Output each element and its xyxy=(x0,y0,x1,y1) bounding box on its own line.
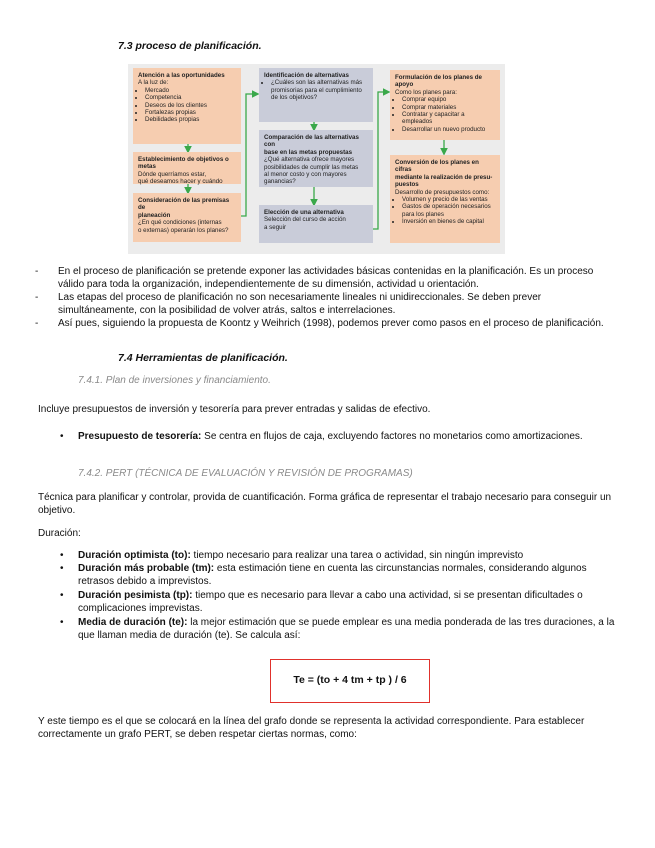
paragraph-final: Y este tiempo es el que se colocará en la línea del grafo donde se representa la actividad correspondiente. Para establecer correctamente un grafo PERT, se deben respetar ciertas normas, como: xyxy=(38,716,585,740)
list-item: • Gastos de operación necesarios para los planes xyxy=(402,203,495,218)
box-line: o externas) operarán los planes? xyxy=(138,226,229,234)
bullet-presupuesto-tesoreria xyxy=(60,430,620,443)
box-line: ¿Qué alternativa ofrece mayores xyxy=(264,156,355,164)
box-list xyxy=(264,79,368,101)
box-title: Identificación de alternativas xyxy=(264,72,349,79)
list-item: • Comprar equipo xyxy=(402,96,495,103)
list-item: • Desarrollar un nuevo producto xyxy=(402,126,495,133)
bullet-text: Se centra en flujos de caja, excluyendo factores no monetarios como amortizaciones. xyxy=(201,431,583,442)
box-title: puestos xyxy=(395,181,419,189)
box-premisas-planeacion xyxy=(133,193,241,242)
box-title: Formulación de los planes de apoyo xyxy=(395,74,482,89)
list-item: • Inversión en bienes de capital xyxy=(402,218,495,225)
box-atencion-oportunidades xyxy=(133,68,241,144)
bullet-duracion-probable xyxy=(60,562,620,588)
section-heading-7-4: 7.4 Herramientas de planificación. xyxy=(118,352,288,364)
bullet-marker: • xyxy=(60,590,64,601)
box-lead: A la luz de: xyxy=(138,79,169,87)
list-item: • Competencia xyxy=(145,94,236,101)
list-item: • ¿Cuáles son las alternativas más promisorias para el cumplimiento de los objetivos? xyxy=(271,79,368,101)
box-title: Atención a las oportunidades xyxy=(138,72,225,79)
formula-text: Te = (to + 4 tm + tp ) / 6 xyxy=(293,674,407,686)
bullet-term: Media de duración (te): xyxy=(78,617,188,628)
bullet-term: Presupuesto de tesorería: xyxy=(78,431,202,442)
box-title: Comparación de las alternativas con xyxy=(264,134,359,149)
box-line: Dónde querríamos estar, xyxy=(138,170,207,178)
box-conversion-presupuestos xyxy=(390,155,500,243)
dash-list-item xyxy=(35,265,615,291)
box-list xyxy=(395,96,495,133)
list-item: • Volumen y precio de las ventas xyxy=(402,196,495,203)
bullet-term: Duración pesimista (tp): xyxy=(78,590,193,601)
box-title: Elección de una alternativa xyxy=(264,209,344,216)
box-line: ganancias? xyxy=(264,178,296,186)
box-line: Selección del curso de acción xyxy=(264,216,346,224)
box-line: al menor costo y con mayores xyxy=(264,171,347,179)
dash-item-text: Así pues, siguiendo la propuesta de Koontz y Weihrich (1998), podemos prever como pasos en el proceso de planificación. xyxy=(58,318,604,329)
box-line: posibilidades de cumplir las metas xyxy=(264,163,359,171)
bullet-duracion-pesimista xyxy=(60,589,620,615)
subsection-heading-7-4-2: 7.4.2. PERT (TÉCNICA DE EVALUACIÓN Y REVISIÓN DE PROGRAMAS) xyxy=(78,468,413,479)
bullet-marker: • xyxy=(60,563,64,574)
list-item: • Debilidades propias xyxy=(145,116,236,123)
bullet-term: Duración optimista (to): xyxy=(78,550,191,561)
dash-marker: - xyxy=(35,318,39,329)
dash-item-text: En el proceso de planificación se pretende exponer las actividades básicas contenidas en la planificación. Es un proceso válido para toda la organización, independientemente de su dimensión, actividad u orientación. xyxy=(58,266,594,290)
list-item: • Fortalezas propias xyxy=(145,109,236,116)
bullet-marker: • xyxy=(60,617,64,628)
bullet-marker: • xyxy=(60,550,64,561)
box-lead: Como los planes para: xyxy=(395,88,457,96)
box-list xyxy=(395,196,495,226)
box-establecimiento-objetivos xyxy=(133,152,241,184)
list-item: • Mercado xyxy=(145,87,236,94)
bullet-media-duracion xyxy=(60,616,620,642)
box-title: mediante la realización de presu- xyxy=(395,173,493,181)
dash-item-text: Las etapas del proceso de planificación no son necesariamente lineales ni unidireccionales. Se deben prever simultáneamente, con la posibilidad de volver atrás, saltos e interrelaciones. xyxy=(58,292,542,316)
box-title: Consideración de las premisas de xyxy=(138,197,230,212)
box-title: Conversión de los planes en cifras xyxy=(395,159,479,174)
box-line: ¿En qué condiciones (internas xyxy=(138,219,222,227)
box-title: base en las metas propuestas xyxy=(264,148,353,156)
dash-marker: - xyxy=(35,292,39,303)
box-line: a seguir xyxy=(264,223,287,231)
list-item: • Contratar y capacitar a empleados xyxy=(402,111,495,126)
subsection-heading-7-4-1: 7.4.1. Plan de inversiones y financiamiento. xyxy=(78,375,271,386)
bullet-term: Duración más probable (tm): xyxy=(78,563,215,574)
list-item: • Deseos de los clientes xyxy=(145,102,236,109)
box-eleccion-alternativa xyxy=(259,205,373,243)
list-item: • Comprar materiales xyxy=(402,104,495,111)
bullet-text: esta estimación tiene en cuenta las circunstancias normales, considerando algunos retrasos debido a imprevistos. xyxy=(78,563,587,587)
box-comparacion-alternativas xyxy=(259,130,373,187)
box-identificacion-alternativas xyxy=(259,68,373,122)
box-title: Establecimiento de objetivos o metas xyxy=(138,156,229,171)
arrow-3-4 xyxy=(241,94,257,216)
arrow-6-7 xyxy=(373,92,388,229)
bullet-text: tiempo necesario para realizar una tarea o actividad, sin ningún imprevisto xyxy=(190,550,524,561)
bullet-text: la mejor estimación que se puede emplear es una media ponderada de las tres duraciones, a la que llaman media de duración (te). Se calcula así: xyxy=(78,617,615,641)
formula-box xyxy=(270,659,430,703)
section-heading-7-3: 7.3 proceso de planificación. xyxy=(118,40,262,52)
box-planes-apoyo xyxy=(390,70,500,140)
box-title: planeación xyxy=(138,211,171,219)
box-lead: Desarrollo de presupuestos como: xyxy=(395,188,490,196)
dash-marker: - xyxy=(35,266,39,277)
dash-list-item xyxy=(35,317,615,330)
box-line: qué deseamos hacer y cuándo xyxy=(138,178,223,186)
paragraph-inversiones: Incluye presupuestos de inversión y tesorería para prever entradas y salidas de efectivo. xyxy=(38,404,431,415)
bullet-marker: • xyxy=(60,431,64,442)
duracion-label: Duración: xyxy=(38,528,81,539)
bullet-text: tiempo que es necesario para llevar a cabo una actividad, si se presentan dificultades o complicaciones imprevistas. xyxy=(78,590,583,614)
dash-list-item xyxy=(35,291,615,317)
bullet-duracion-optimista xyxy=(60,549,620,562)
planning-process-diagram xyxy=(128,64,505,254)
paragraph-pert: Técnica para planificar y controlar, provida de cuantificación. Forma gráfica de representar el trabajo necesario para conseguir un objetivo. xyxy=(38,492,612,516)
box-list xyxy=(138,87,236,124)
